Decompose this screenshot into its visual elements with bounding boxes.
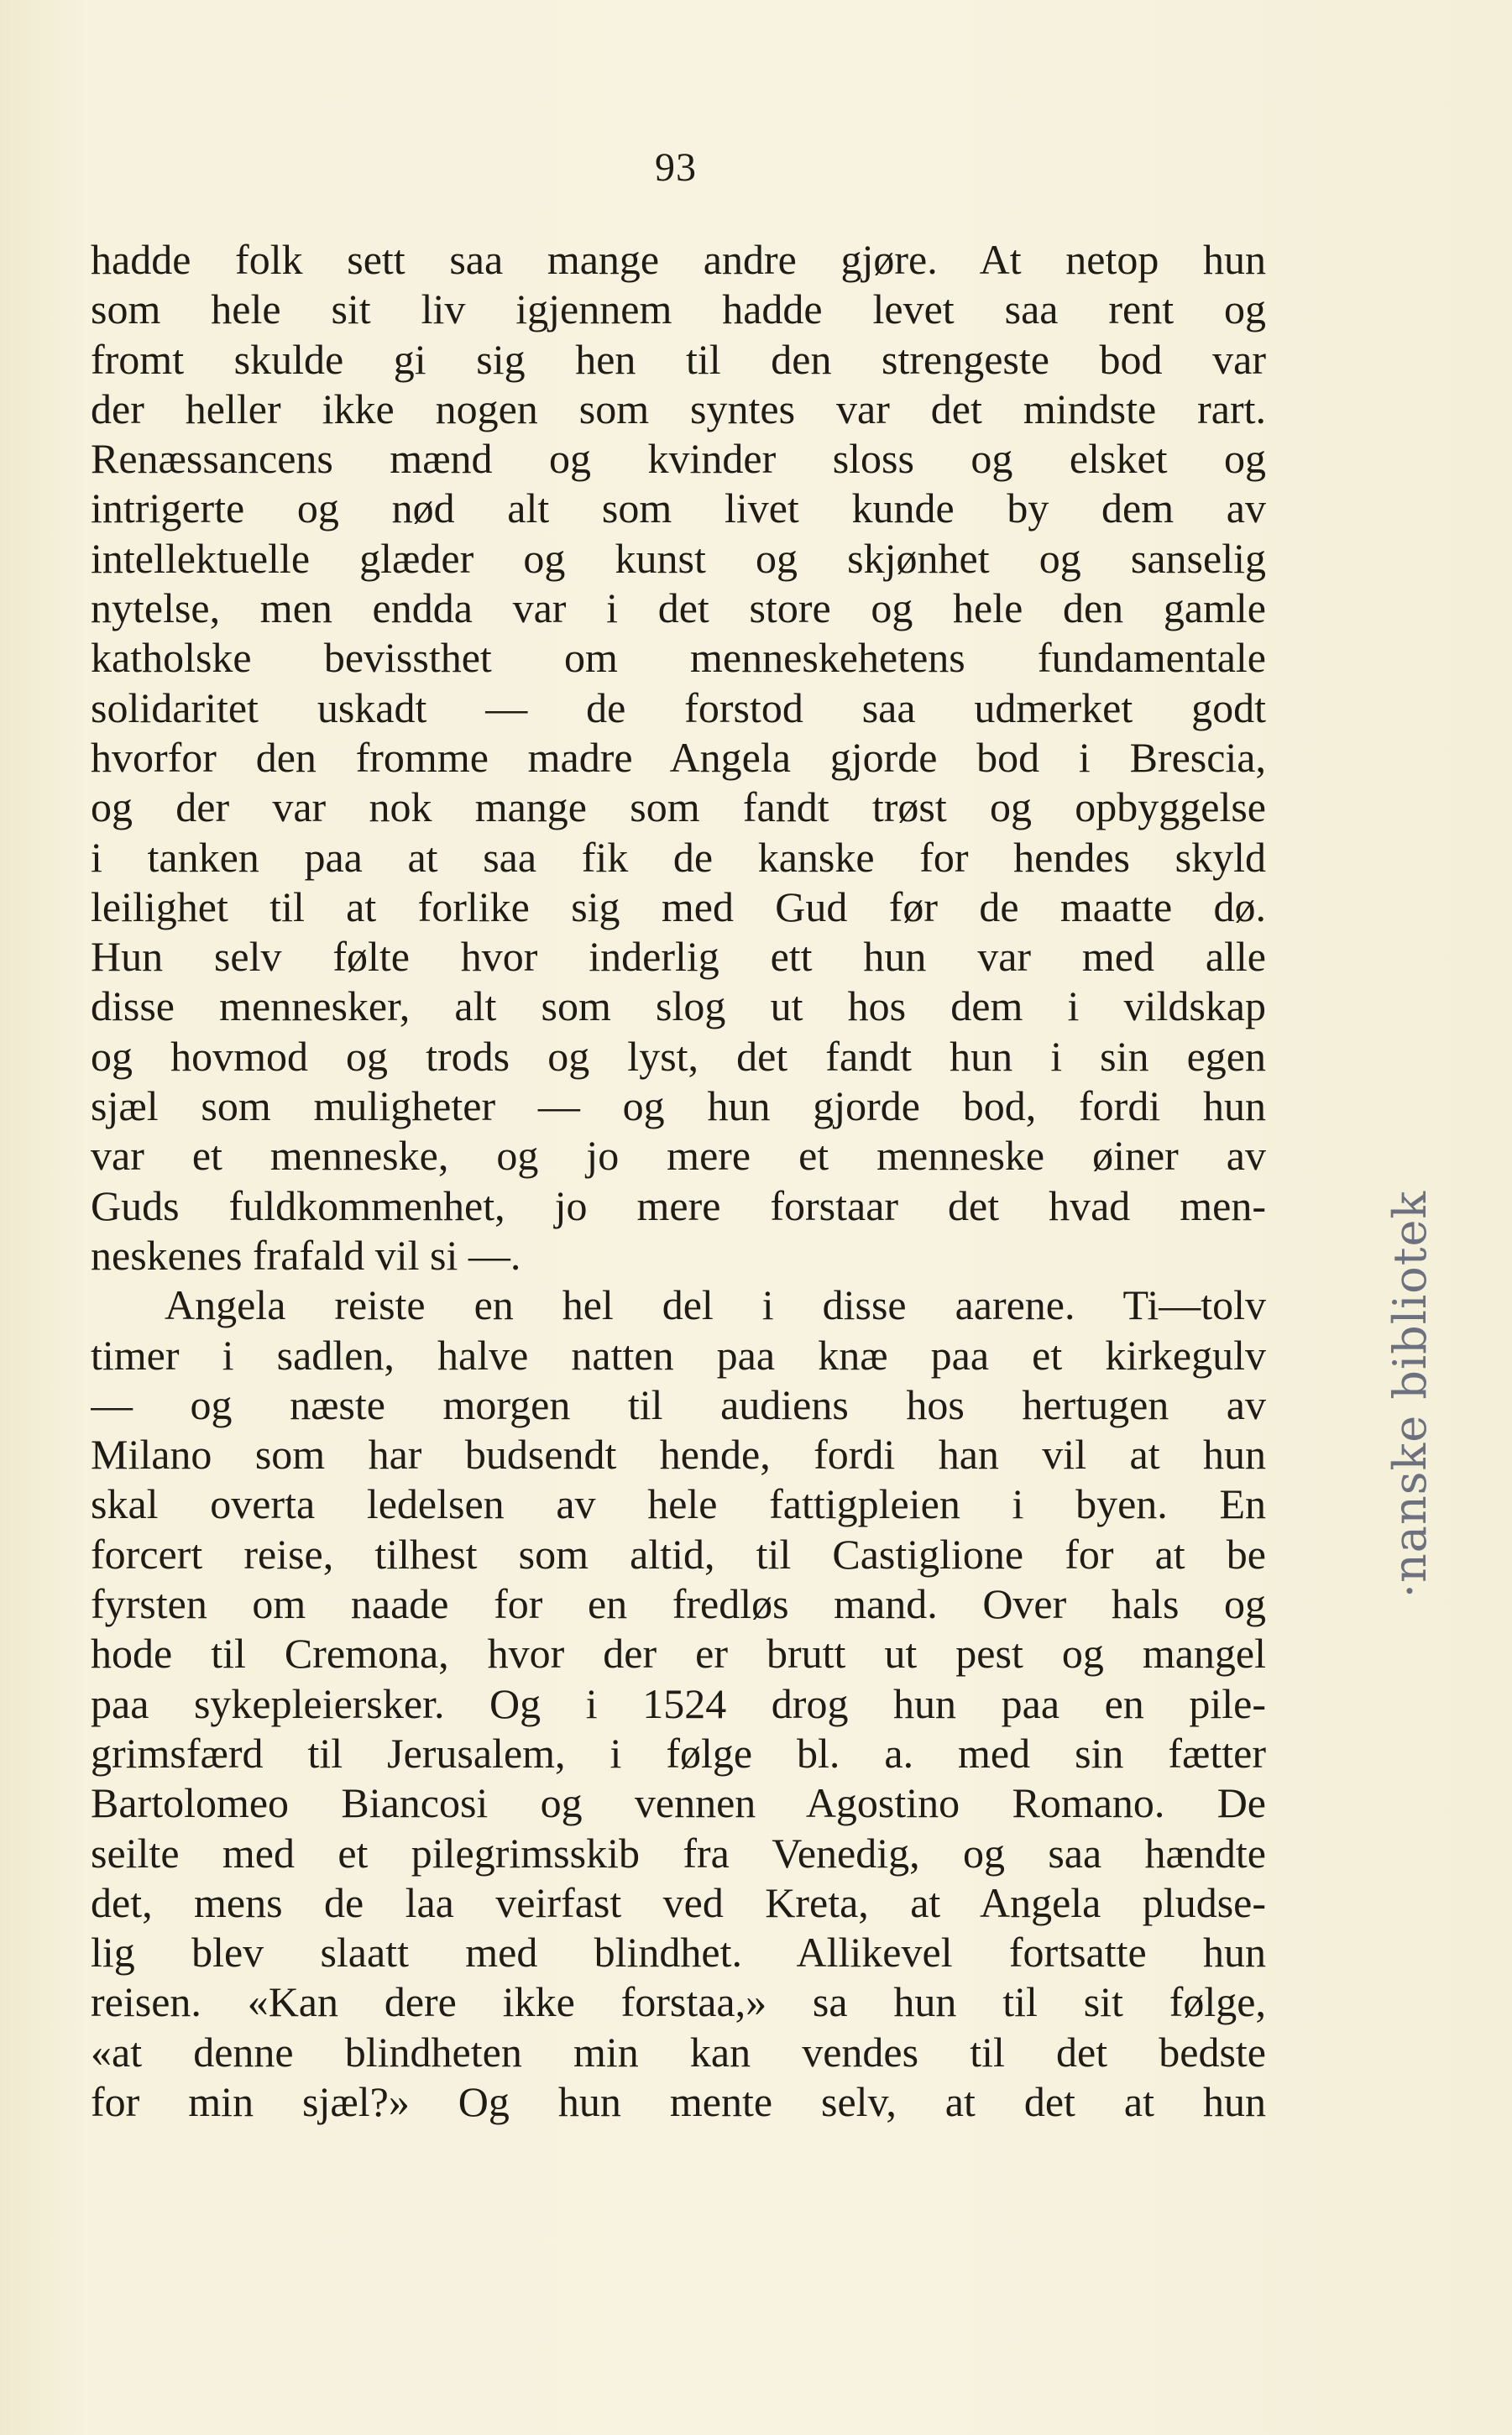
text-line: Bartolomeo Biancosi og vennen Agostino Romano. De	[91, 1779, 1266, 1827]
text-line: neskenes frafald vil si —.	[91, 1231, 521, 1279]
text-line: hadde folk sett saa mange andre gjøre. At netop hun	[91, 236, 1266, 283]
text-line: leilighet til at forlike sig med Gud før de maatte dø.	[91, 882, 1266, 930]
text-line: grimsfærd til Jerusalem, i følge bl. a. med sin fætter	[91, 1729, 1266, 1777]
text-line: fromt skulde gi sig hen til den strengeste bod var	[91, 335, 1266, 383]
text-line: der heller ikke nogen som syntes var det mindste rart.	[91, 385, 1266, 432]
text-line: lig blev slaatt med blindhet. Allikevel fortsatte hun	[91, 1929, 1266, 1977]
page-number: 93	[655, 145, 697, 190]
text-line: intrigerte og nød alt som livet kunde by dem av	[91, 484, 1266, 532]
text-line: hode til Cremona, hvor der er brutt ut pest og mangel	[91, 1630, 1266, 1678]
text-line: hvorfor den fromme madre Angela gjorde bod i Brescia,	[91, 733, 1266, 781]
text-line: paa sykepleiersker. Og i 1524 drog hun paa en pile-	[91, 1679, 1266, 1727]
text-line: det, mens de laa veirfast ved Kreta, at Angela pludse-	[91, 1878, 1266, 1926]
text-line: Hun selv følte hvor inderlig ett hun var med alle	[91, 933, 1266, 981]
text-line: katholske bevissthet om menneskehetens fundamentale	[91, 634, 1266, 682]
text-line: og der var nok mange som fandt trøst og opbyggelse	[91, 783, 1266, 831]
library-stamp	[1377, 1159, 1444, 1629]
text-line: fyrsten om naade for en fredløs mand. Over hals og	[91, 1580, 1266, 1628]
text-line: solidaritet uskadt — de forstod saa udmerket godt	[91, 683, 1266, 731]
text-line: seilte med et pilegrimsskib fra Venedig, og saa hændte	[91, 1829, 1266, 1877]
text-line: Milano som har budsendt hende, fordi han vil at hun	[91, 1431, 1266, 1479]
text-line: «at denne blindheten min kan vendes til det bedste	[91, 2028, 1266, 2076]
library-stamp-text: ·nanske bibliotek	[1384, 1190, 1437, 1598]
text-line: intellektuelle glæder og kunst og skjønhet og sanselig	[91, 534, 1266, 582]
text-line: Renæssancens mænd og kvinder sloss og elsket og	[91, 435, 1266, 483]
text-line: som hele sit liv igjennem hadde levet saa rent og	[91, 285, 1266, 333]
text-line: var et menneske, og jo mere et menneske øiner av	[91, 1132, 1266, 1180]
text-line: forcert reise, tilhest som altid, til Castiglione for at be	[91, 1530, 1266, 1578]
text-line: Angela reiste en hel del i disse aarene. Ti—tolv	[165, 1281, 1266, 1329]
text-line: timer i sadlen, halve natten paa knæ paa et kirkegulv	[91, 1331, 1266, 1379]
text-line: og hovmod og trods og lyst, det fandt hun i sin egen	[91, 1032, 1266, 1080]
text-line: reisen. «Kan dere ikke forstaa,» sa hun til sit følge,	[91, 1978, 1266, 2026]
text-line: nytelse, men endda var i det store og hele den gamle	[91, 584, 1266, 632]
text-line: i tanken paa at saa fik de kanske for hendes skyld	[91, 833, 1266, 881]
text-line: for min sjæl?» Og hun mente selv, at det at hun	[91, 2077, 1266, 2125]
text-line: — og næste morgen til audiens hos hertugen av	[91, 1380, 1266, 1428]
text-line: sjæl som muligheter — og hun gjorde bod, fordi hun	[91, 1082, 1266, 1130]
text-line: skal overta ledelsen av hele fattigpleien i byen. En	[91, 1480, 1266, 1528]
text-line: disse mennesker, alt som slog ut hos dem i vildskap	[91, 982, 1266, 1030]
text-line: Guds fuldkommenhet, jo mere forstaar det hvad men-	[91, 1181, 1266, 1229]
body-text	[91, 235, 1266, 2127]
